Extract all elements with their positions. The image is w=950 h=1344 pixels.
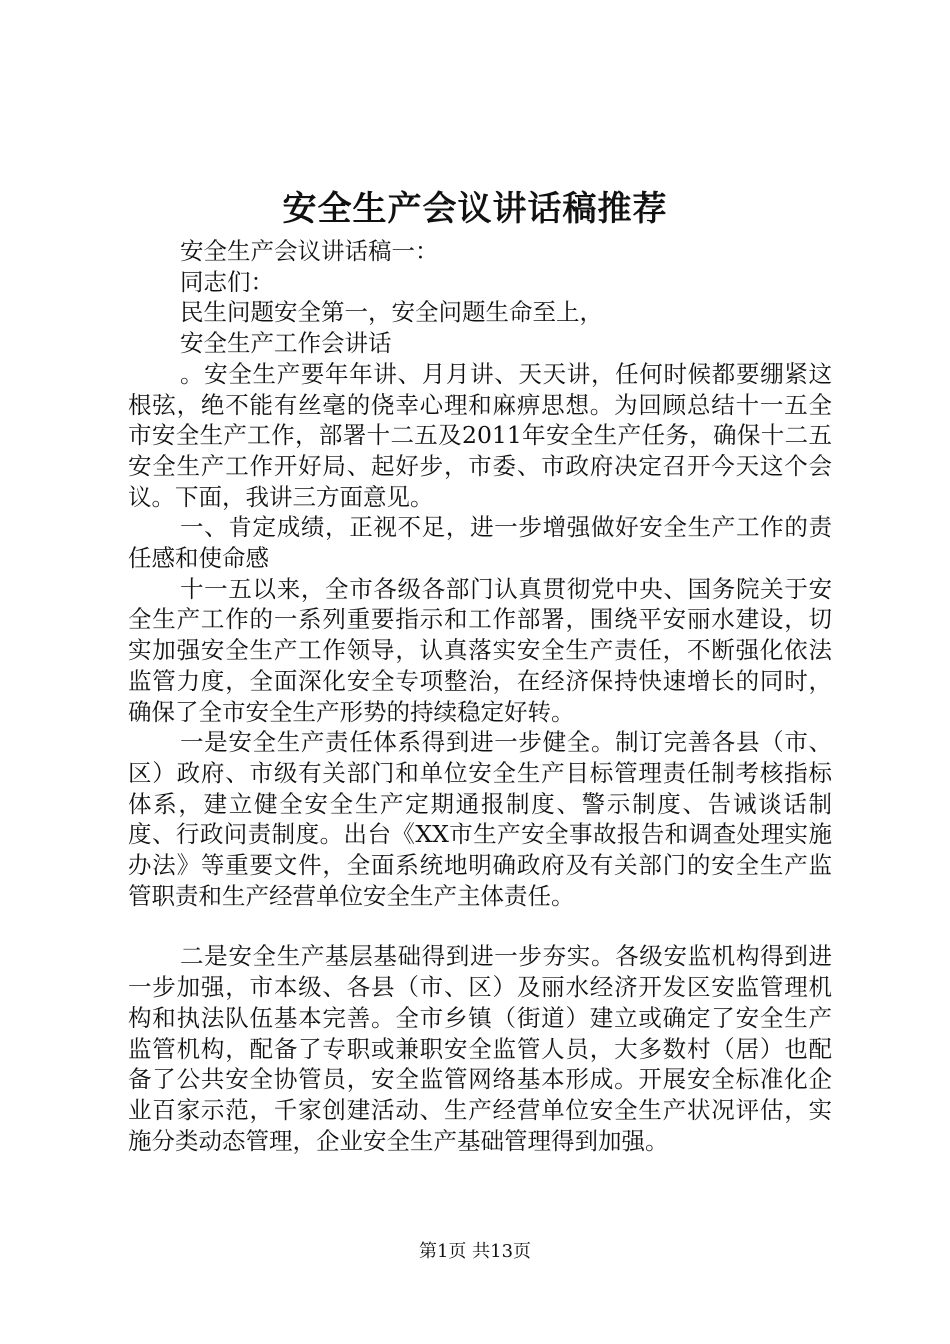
- section-heading: 一、肯定成绩，正视不足，进一步增强做好安全生产工作的责任感和使命感: [128, 513, 832, 573]
- paragraph: 。安全生产要年年讲、月月讲、天天讲，任何时候都要绷紧这根弦，绝不能有丝毫的侥幸心理和麻痹思想。为回顾总结十一五全市安全生产工作，部署十二五及2011年安全生产任务，确保十二五安全生产工作开好局、起好步，市委、市政府决定召开今天这个会议。下面，我讲三方面意见。: [128, 359, 832, 511]
- paragraph: 一是安全生产责任体系得到进一步健全。制订完善各县（市、区）政府、市级有关部门和单位安全生产目标管理责任制考核指标体系，建立健全安全生产定期通报制度、警示制度、告诫谈话制度、行政问责制度。出台《XX市生产安全事故报告和调查处理实施办法》等重要文件，全面系统地明确政府及有关部门的安全生产监管职责和生产经营单位安全生产主体责任。: [128, 728, 832, 910]
- paragraph: 民生问题安全第一，安全问题生命至上，: [180, 298, 603, 327]
- paragraph: 安全生产工作会讲话: [180, 329, 392, 358]
- document-body: [128, 236, 832, 1156]
- paragraph: 安全生产会议讲话稿一：: [180, 237, 439, 265]
- paragraph: 十一五以来，全市各级各部门认真贯彻党中央、国务院关于安全生产工作的一系列重要指示和工作部署，围绕平安丽水建设，切实加强安全生产工作领导，认真落实安全生产责任，不断强化依法监管力度，全面深化安全专项整治，在经济保持快速增长的同时，确保了全市安全生产形势的持续稳定好转。: [128, 574, 832, 726]
- page-footer: 第1页 共13页: [418, 1241, 532, 1262]
- paragraph: 二是安全生产基层基础得到进一步夯实。各级安监机构得到进一步加强，市本级、各县（市、区）及丽水经济开发区安监管理机构和执法队伍基本完善。全市乡镇（街道）建立或确定了安全生产监管机构，配备了专职或兼职安全监管人员，大多数村（居）也配备了公共安全协管员，安全监管网络基本形成。开展安全标准化企业百家示范，千家创建活动、生产经营单位安全生产状况评估，实施分类动态管理，企业安全生产基础管理得到加强。: [128, 942, 832, 1155]
- document-title: 安全生产会议讲话稿推荐: [282, 189, 668, 229]
- paragraph: 同志们：: [180, 267, 274, 296]
